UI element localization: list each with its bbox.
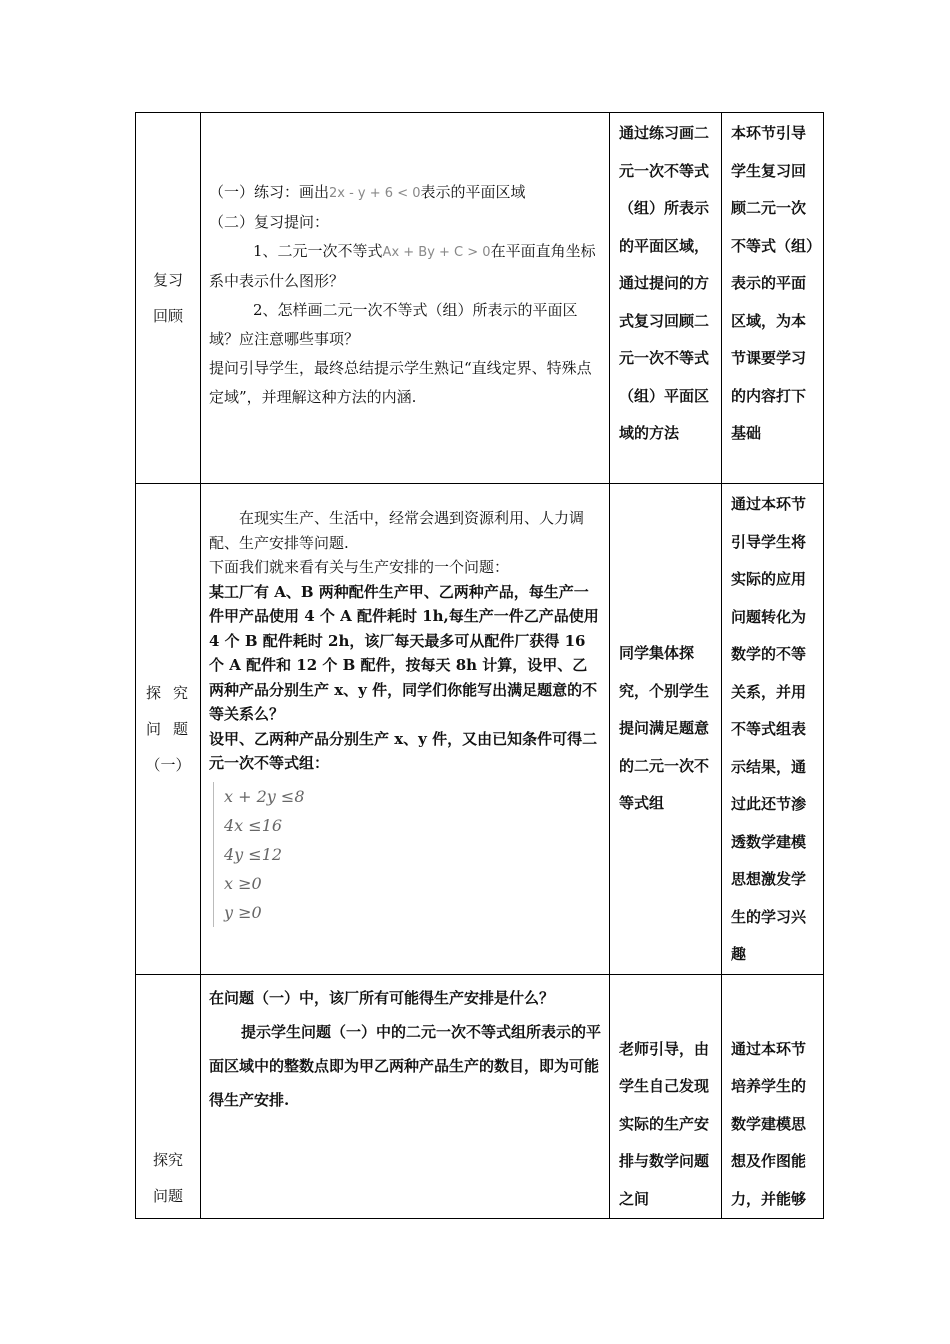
review-summary: 提问引导学生，最终总结提示学生熟记“直线定界、特殊点定域”，并理解这种方法的内涵.	[209, 359, 592, 406]
intent-inquiry-1: 通过本环节引导学生将实际的应用问题转化为数学的不等关系，并用不等式组表示结果，通过此还节渗透数学建模思想激发学生的学习兴趣	[722, 484, 824, 975]
activity-inquiry-2: 老师引导，由学生自己发现实际的生产安排与数学问题之间	[610, 974, 722, 1219]
table-row-inquiry-2	[136, 974, 824, 1219]
stage-label-inquiry-1: 探究 问题 （一）	[136, 484, 201, 975]
exercise-line: （一）练习：画出2x - y + 6 < 0表示的平面区域	[209, 183, 526, 201]
inequality-5: y ≥0	[224, 902, 262, 922]
inquiry-lead: 下面我们就来看有关与生产安排的一个问题：	[209, 558, 510, 576]
inquiry-intro: 在现实生产、生活中，经常会遇到资源利用、人力调配、生产安排等问题.	[209, 509, 585, 552]
content-inquiry-1	[201, 484, 610, 975]
intent-review: 本环节引导学生复习回顾二元一次不等式（组）表示的平面区域，为本节课要学习的内容打下基础	[722, 113, 824, 484]
inequality-2: 4x ≤16	[224, 815, 283, 835]
inquiry-setup: 设甲、乙两种产品分别生产 x、y 件，又由已知条件可得二元一次不等式组：	[209, 729, 598, 772]
review-question-2: 2、怎样画二元一次不等式（组）所表示的平面区域？应注意哪些事项？	[209, 301, 578, 348]
content-inquiry-2	[201, 974, 610, 1219]
inequality-4: x ≥0	[224, 873, 262, 893]
lesson-plan-table	[135, 112, 824, 1219]
inequality-3: 4y ≤12	[224, 844, 283, 864]
table-row-inquiry-1	[136, 484, 824, 975]
content-review	[201, 113, 610, 484]
inequality-system	[213, 782, 601, 927]
activity-review: 通过练习画二元一次不等式（组）所表示的平面区域，通过提问的方式复习回顾二元一次不等式（组）平面区域的方法	[610, 113, 722, 484]
activity-inquiry-1: 同学集体探究，个别学生提问满足题意的二元一次不等式组	[610, 484, 722, 975]
stage-label-review: 复习 回顾	[136, 113, 201, 484]
intent-inquiry-2: 通过本环节培养学生的数学建模思想及作图能力，并能够	[722, 974, 824, 1219]
review-question-heading: （二）复习提问：	[209, 213, 330, 231]
inquiry-problem: 某工厂有 A、B 两种配件生产甲、乙两种产品，每生产一件甲产品使用 4 个 A 配件耗时 1h,每生产一件乙产品使用 4 个 B 配件耗时 2h，该厂每天最多可从配件厂获得 16 个 A 配件和 12 个 B 配件，按每天 8h 计算，设甲、乙两种产品分别生产 x、y 件，同学们你能写出满足题意的不等关系么？	[209, 582, 599, 723]
stage-label-inquiry-2: 探究 问题	[136, 974, 201, 1219]
review-question-1: 1、二元一次不等式Ax + By + C > 0在平面直角坐标系中表示什么图形？	[209, 242, 596, 290]
table-row-review	[136, 113, 824, 484]
inquiry-2-question: 在问题（一）中，该厂所有可能得生产安排是什么？	[209, 988, 555, 1007]
inequality-1: x + 2y ≤8	[224, 786, 305, 806]
inquiry-2-hint: 提示学生问题（一）中的二元一次不等式组所表示的平面区域中的整数点即为甲乙两种产品生产的数目，即为可能得生产安排.	[209, 1022, 602, 1109]
